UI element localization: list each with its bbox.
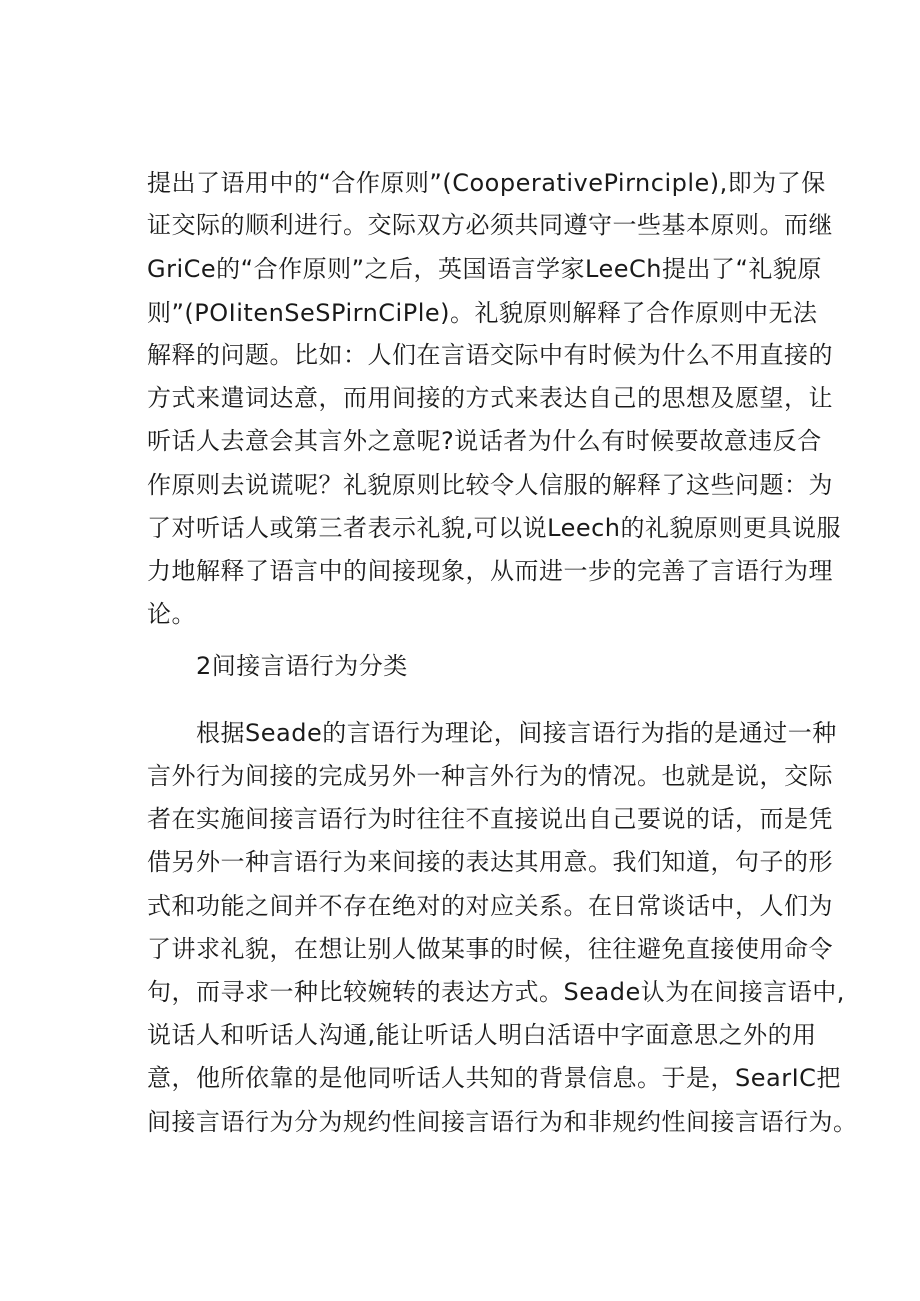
- paragraph-line: 间接言语行为分为规约性间接言语行为和非规约性间接言语行为。: [147, 1108, 858, 1136]
- paragraph-line: 根据Seade的言语行为理论，间接言语行为指的是通过一种: [196, 719, 837, 747]
- section-heading-text: 2间接言语行为分类: [196, 652, 408, 680]
- paragraph-line: 意，他所依靠的是他同听话人共知的背景信息。于是，SearIC把: [147, 1064, 841, 1092]
- paragraph-line: GriCe的“合作原则”之后，英国语言学家LeeCh提出了“礼貌原: [147, 255, 822, 283]
- paragraph-line: 力地解释了语言中的间接现象，从而进一步的完善了言语行为理: [147, 557, 833, 585]
- paragraph-line: 作原则去说谎呢？礼貌原则比较令人信服的解释了这些问题：为: [147, 471, 833, 499]
- paragraph-line: 了对听话人或第三者表示礼貌,可以说Leech的礼貌原则更具说服: [147, 514, 842, 542]
- paragraph-line: 了讲求礼貌，在想让别人做某事的时候，往往避免直接使用命令: [147, 935, 833, 963]
- paragraph-line: 证交际的顺利进行。交际双方必须共同遵守一些基本原则。而继: [147, 211, 833, 239]
- paragraph-line: 听话人去意会其言外之意呢?说话者为什么有时候要故意违反合: [147, 427, 822, 455]
- paragraph-line: 句，而寻求一种比较婉转的表达方式。Seade认为在间接言语中,: [147, 978, 845, 1006]
- paragraph-line: 借另外一种言语行为来间接的表达其用意。我们知道，句子的形: [147, 848, 833, 876]
- paragraph-line: 解释的问题。比如：人们在言语交际中有时候为什么不用直接的: [147, 341, 833, 369]
- paragraph-line: 则”(POIitenSeSPirnCiPle)。礼貌原则解释了合作原则中无法: [147, 299, 818, 327]
- paragraph-line: 提出了语用中的“合作原则”(CooperativePirnciple),即为了保: [147, 169, 826, 197]
- paragraph-line: 者在实施间接言语行为时往往不直接说出自己要说的话，而是凭: [147, 805, 833, 833]
- paragraph-line: 方式来遣词达意，而用间接的方式来表达自己的思想及愿望，让: [147, 384, 833, 412]
- paragraph-line: 言外行为间接的完成另外一种言外行为的情况。也就是说，交际: [147, 762, 833, 790]
- paragraph-line: 式和功能之间并不存在绝对的对应关系。在日常谈话中，人们为: [147, 892, 833, 920]
- paragraph-line: 论。: [147, 600, 196, 628]
- paragraph-line: 说话人和听话人沟通,能让听话人明白活语中字面意思之外的用: [147, 1021, 817, 1049]
